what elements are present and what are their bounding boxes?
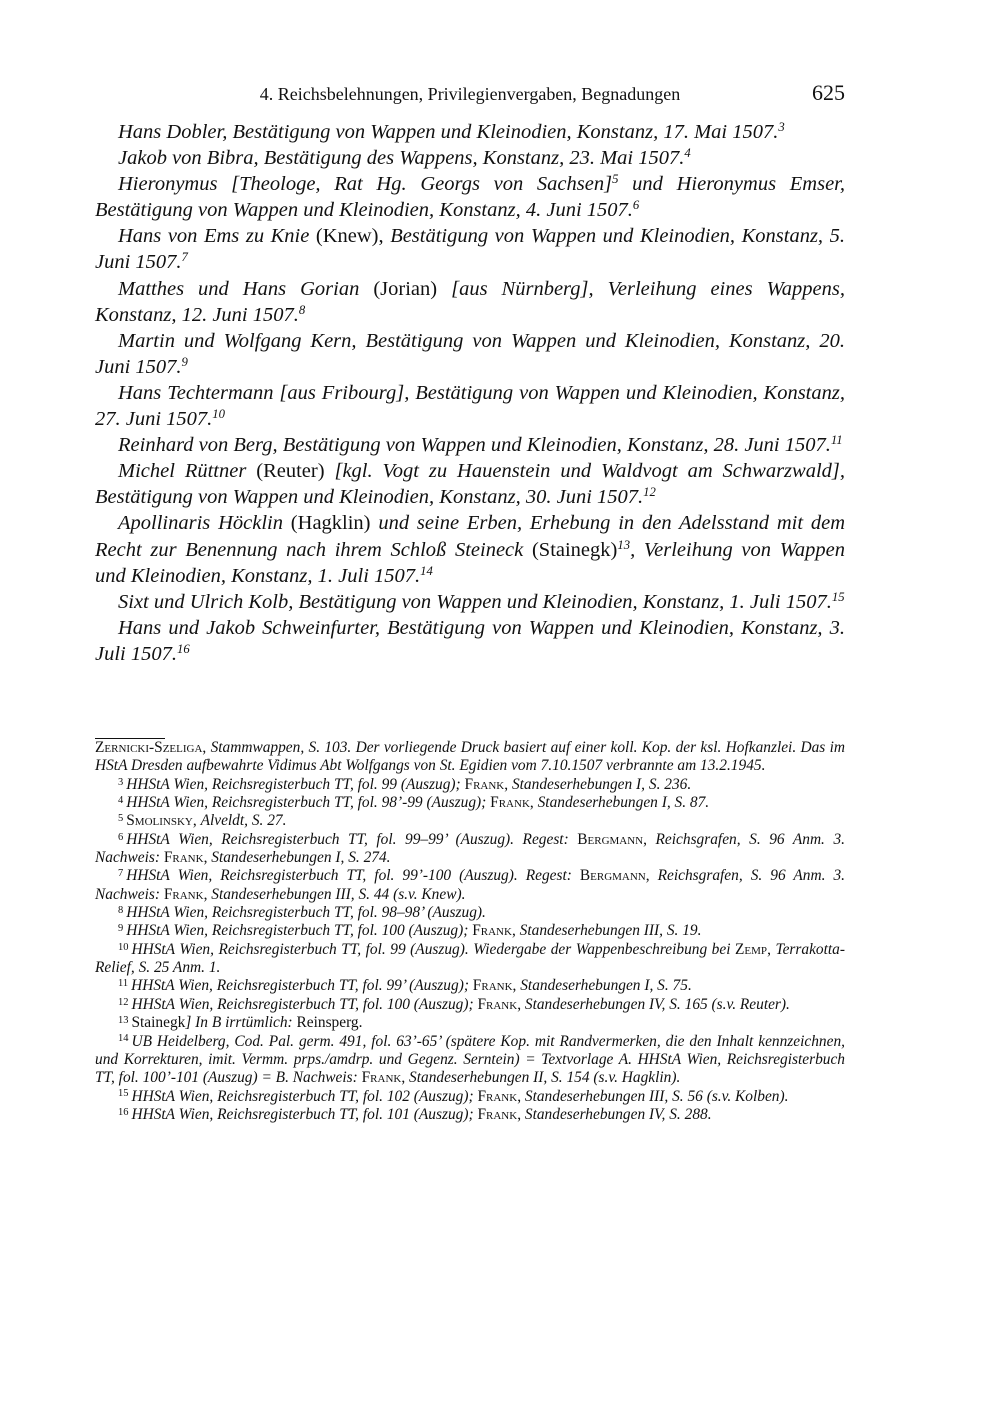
footnote-number: 5 [118, 813, 124, 825]
text-segment: Frank [472, 977, 513, 995]
page-number: 625 [812, 80, 845, 105]
text-segment: , [517, 995, 525, 1013]
text-segment: (Knew), [309, 225, 391, 248]
footnote-number: 12 [118, 996, 129, 1008]
text-segment: Bergmann [577, 830, 644, 848]
text-segment: ] In B irrtümlich: [185, 1014, 297, 1032]
text-segment: HHStA Wien, Reichsregisterbuch TT, fol. 98’-99 (Auszug); [126, 794, 491, 812]
footnote-reference: 16 [177, 641, 190, 656]
entry [95, 615, 845, 667]
footnote [95, 922, 845, 940]
text-segment: Reichsgrafen, S. 96 Anm. 3. Nachweis: [95, 867, 845, 903]
text-segment: HHStA Wien, Reichsregisterbuch TT, fol. 100 (Auszug); [131, 995, 478, 1013]
text-segment: HHStA Wien, Reichsregisterbuch TT, fol. 99 (Auszug). Wiedergabe der Wappenbeschreibung bei [131, 940, 736, 958]
footnote-number: 11 [118, 978, 129, 990]
entry [95, 510, 845, 588]
text-segment: (Jorian) [359, 277, 452, 300]
footnote-reference: 9 [181, 354, 188, 369]
footnote [95, 739, 845, 776]
entry [95, 223, 845, 275]
footnote-reference: 8 [298, 302, 306, 317]
text-segment: Zemp [735, 940, 768, 958]
page-header [95, 80, 845, 108]
text-segment: , [203, 849, 212, 867]
text-segment: Frank [490, 794, 530, 812]
running-title: 4. Reichsbelehnungen, Privilegienvergaben, Begnadungen [259, 84, 681, 104]
text-segment: Smolinsky [126, 812, 193, 830]
footnote-reference: 12 [643, 485, 656, 500]
text-segment: , [504, 775, 512, 793]
text-segment: , [512, 977, 521, 995]
text-segment: Zernicki-Szeliga [95, 739, 203, 756]
text-segment: Reinhard von Berg, Bestätigung von Wappen und Kleinodien, Konstanz, 28. Juni 1507. [118, 434, 831, 457]
text-segment: Hans Techtermann [aus Fribourg], Bestätigung von Wappen und Kleinodien, Konstanz, 27. Juni 1507. [95, 381, 845, 431]
footnote-reference: 10 [212, 407, 225, 422]
text-segment: und Hieronymus Emser, Bestätigung von Wappen und Kleinodien, Konstanz, 4. Juni 1507. [95, 173, 846, 222]
text-segment: HHStA Wien, Reichsregisterbuch TT, fol. 99’-100 (Auszug). Regest: [126, 867, 580, 885]
footnote-reference: 7 [181, 250, 188, 265]
footnote-number: 6 [118, 831, 124, 843]
footnote [95, 831, 845, 868]
text-segment: Stammwappen, S. 103. Der vorliegende Druck basiert auf einer koll. Kop. der ksl. Hofkanzlei. Das im HStA Dresden aufbewahrte Vidimus Abt Wolfgangs von St. Egidien vom 7.10.1507 verbrannte am 13.2.1945. [95, 739, 845, 775]
text-segment: , Verleihung von Wappen und Kleinodien, Konstanz, 1. Juli 1507. [95, 538, 845, 587]
text-segment: Standeserhebungen III, S. 56 (s.v. Kolben). [524, 1087, 789, 1105]
text-segment: Sixt und Ulrich Kolb, Bestätigung von Wappen und Kleinodien, Konstanz, 1. Juli 1507. [118, 590, 832, 613]
text-segment: (Stainegk) [523, 538, 618, 561]
entry [95, 276, 845, 328]
text-segment: , [767, 940, 776, 958]
text-segment: Stainegk [131, 1014, 186, 1032]
text-segment: Standeserhebungen III, S. 19. [519, 922, 702, 940]
text-segment: Standeserhebungen III, S. 44 (s.v. Knew). [211, 885, 466, 903]
text-segment: HHStA Wien, Reichsregisterbuch TT, fol. 102 (Auszug); [131, 1087, 478, 1105]
text-segment: , [517, 1105, 525, 1123]
footnote-number: 13 [118, 1014, 129, 1026]
text-segment: , [202, 739, 211, 756]
text-segment: Hieronymus [Theologe, Rat Hg. Georgs von Sachsen] [118, 173, 613, 196]
text-segment: , [529, 794, 538, 812]
text-segment: , [203, 885, 212, 903]
footnote-reference: 5 [612, 172, 619, 187]
footnote [95, 977, 845, 995]
footnote [95, 1033, 845, 1088]
text-segment: , [643, 830, 656, 848]
entry [95, 432, 845, 458]
text-segment: HHStA Wien, Reichsregisterbuch TT, fol. 99 (Auszug); [126, 775, 465, 793]
footnote-number: 8 [118, 904, 124, 916]
text-segment: Bergmann [579, 867, 646, 885]
entry [95, 145, 845, 171]
text-segment: Terrakotta-Relief, S. 25 Anm. 1. [95, 940, 846, 977]
footnote [95, 904, 845, 922]
text-segment: , [401, 1069, 410, 1087]
text-segment: , [517, 1087, 525, 1105]
text-segment: (Hagklin) [282, 512, 379, 535]
text-segment: Martin und Wolfgang Kern, Bestätigung von Wappen und Kleinodien, Konstanz, 20. Juni 1507. [95, 329, 845, 378]
entry [95, 589, 845, 615]
entry [95, 119, 845, 145]
text-segment: Standeserhebungen II, S. 154 (s.v. Hagklin). [409, 1069, 681, 1087]
text-segment: [aus Nürnberg], Verleihung eines Wappens, Konstanz, 12. Juni 1507. [95, 277, 845, 326]
text-segment: HHStA Wien, Reichsregisterbuch TT, fol. 99’ (Auszug); [131, 977, 473, 995]
footnote-number: 4 [118, 794, 124, 806]
footnote-number: 3 [118, 776, 124, 788]
text-segment: [kgl. Vogt zu Hauenstein und Waldvogt am Schwarzwald], Bestätigung von Wappen und Kleinodien, Konstanz, 30. Juni 1507. [95, 460, 846, 509]
text-segment: (Reuter) [246, 460, 335, 483]
text-segment: Frank [163, 885, 204, 903]
text-segment: Frank [477, 995, 518, 1013]
entry [95, 328, 845, 380]
text-segment: Frank [464, 775, 505, 793]
text-segment: Jakob von Bibra, Bestätigung des Wappens, Konstanz, 23. Mai 1507. [118, 147, 685, 170]
text-segment: Standeserhebungen IV, S. 165 (s.v. Reuter). [524, 995, 790, 1013]
footnote-reference: 11 [830, 433, 843, 448]
entry [95, 171, 845, 223]
text-segment: HHStA Wien, Reichsregisterbuch TT, fol. 101 (Auszug); [131, 1105, 478, 1123]
text-segment: Standeserhebungen IV, S. 288. [524, 1105, 712, 1123]
text-segment: Frank [163, 849, 204, 867]
footnote-number: 14 [118, 1033, 129, 1045]
footnote-number: 10 [118, 941, 129, 953]
text-segment: , [645, 867, 658, 885]
footnote-number: 15 [118, 1088, 129, 1100]
text-segment: Reichsgrafen, S. 96 Anm. 3. Nachweis: [95, 830, 845, 867]
footnote-number: 16 [118, 1106, 129, 1118]
text-segment: Standeserhebungen I, S. 75. [520, 977, 692, 995]
footnote [95, 776, 845, 794]
footnote [95, 941, 845, 978]
text-segment: Michel Rüttner [118, 460, 247, 483]
footnote-number: 7 [118, 868, 124, 880]
text-segment: Hans und Jakob Schweinfurter, Bestätigung von Wappen und Kleinodien, Konstanz, 3. Juli 1507. [95, 616, 845, 665]
text-segment: Standeserhebungen I, S. 87. [537, 794, 710, 812]
main-text [95, 119, 845, 667]
text-segment: Frank [477, 1105, 518, 1123]
footnote-reference: 13 [617, 537, 631, 552]
text-segment: Frank [361, 1069, 402, 1087]
footnote [95, 996, 845, 1014]
text-segment: , [192, 812, 201, 830]
text-segment: Frank [472, 922, 512, 940]
footnote [95, 794, 845, 812]
footnote-reference: 4 [684, 146, 691, 161]
text-segment: UB Heidelberg, Cod. Pal. germ. 491, fol. 63’-65’ (spätere Kop. mit Randvermerken, die den Inhalt kennzeichnen, und Korrekturen, imit. Vermm. prps./amdrp. und Gegenz. Serntein) = Textvorlage A. HHStA Wien, Reichsregisterbuch TT, fol. 100’-101 (Auszug) = B. Nachweis: [95, 1032, 845, 1087]
text-segment: HHStA Wien, Reichsregisterbuch TT, fol. 99–99’ (Auszug). Regest: [126, 830, 578, 848]
text-segment: Apollinaris Höcklin [118, 512, 283, 535]
text-segment: Alveldt, S. 27. [200, 812, 287, 830]
text-segment: Standeserhebungen I, S. 236. [511, 775, 692, 793]
text-segment: HHStA Wien, Reichsregisterbuch TT, fol. 100 (Auszug); [126, 922, 473, 940]
footnote [95, 1088, 845, 1106]
text-segment: Standeserhebungen I, S. 274. [211, 849, 391, 867]
text-segment: Hans von Ems zu Knie [118, 225, 310, 248]
footnote-number: 9 [118, 923, 124, 935]
text-segment: Reinsperg. [296, 1014, 363, 1032]
text-segment: Matthes und Hans Gorian [118, 277, 360, 300]
text-segment: und seine Erben, Erhebung in den Adelsstand mit dem Recht zur Benennung nach ihrem Schloß Steineck [95, 512, 845, 561]
text-segment: , [511, 922, 520, 940]
text-segment: Frank [477, 1087, 518, 1105]
footnote-reference: 14 [420, 563, 433, 578]
footnote-reference: 6 [632, 198, 640, 213]
footnote-reference: 3 [778, 120, 785, 135]
text-segment: HHStA Wien, Reichsregisterbuch TT, fol. 98–98’ (Auszug). [126, 904, 486, 922]
entry [95, 458, 845, 510]
footnote [95, 1106, 845, 1124]
entry [95, 380, 845, 432]
text-segment: Hans Dobler, Bestätigung von Wappen und Kleinodien, Konstanz, 17. Mai 1507. [118, 121, 779, 143]
footnote [95, 812, 845, 830]
footnote-reference: 15 [831, 589, 845, 604]
text-segment: Bestätigung von Wappen und Kleinodien, Konstanz, 5. Juni 1507. [95, 225, 845, 274]
footnote [95, 1014, 845, 1032]
footnote [95, 867, 845, 904]
footnotes [95, 739, 845, 1124]
